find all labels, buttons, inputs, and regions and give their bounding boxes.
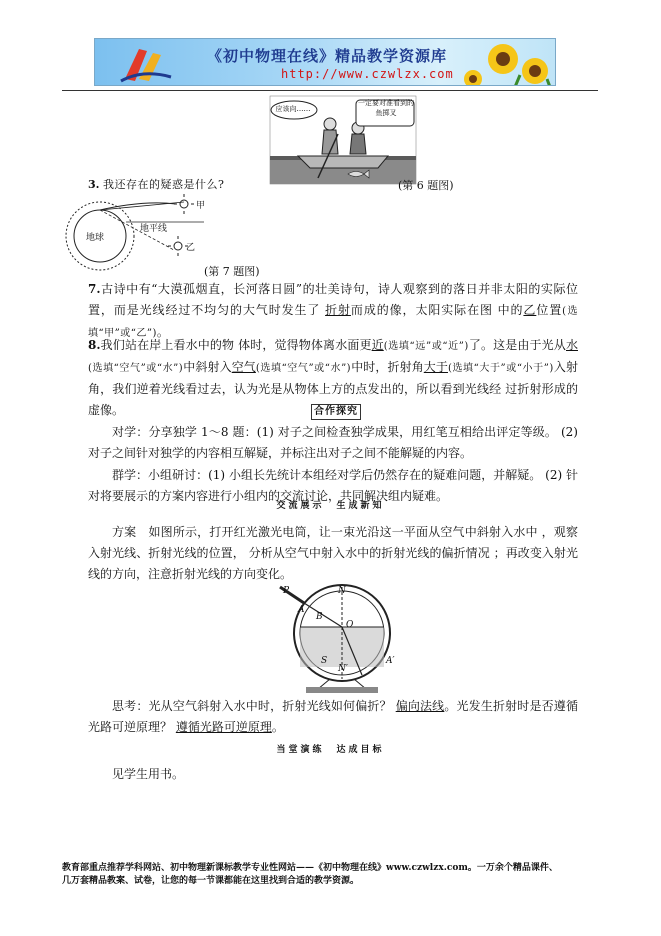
figure7-label-jia: 甲	[196, 201, 206, 211]
thinking-answer-2: 遵循光路可逆原理	[175, 720, 272, 734]
footer-line-2: 几万套精品教案、试卷，让您的每一节课都能在这里找到合适的教学资源。	[62, 876, 360, 886]
footer	[62, 862, 622, 888]
thinking	[88, 696, 578, 738]
scheme-label: 方案	[112, 525, 137, 539]
pair-study-text: 分享独学 1～8 题：(1) 对子之间检查独学成果，用红笔互相给出评定等级。 (2) 对子之间针对独学的内容相互解疑，并标注出对子之间不能解疑的内容。	[88, 425, 578, 460]
question-8-hint-3: (选填“空气”或“水”)	[255, 363, 352, 374]
group-study-text: 小组研讨：(1) 小组长先统计本组经对学后仍然存在的疑难问题，并解疑。 (2) 针对将要展示的方案内容进行小组内的交流讨论，共同解决组内疑难。	[88, 468, 578, 503]
pair-study-label: 对学：	[112, 425, 149, 439]
thinking-answer-1: 偏向法线	[395, 699, 445, 713]
scheme-text: 如图所示，打开红光激光电筒，让一束光沿这一平面从空气中斜射入水中 ，观察入射光线、折射光线的位置， 分析从空气中射入水中的折射光线的偏折情况 ；再改变入射光线的方向，注意折射光线的方向变化。	[88, 525, 578, 581]
question-7-text-3: 位置	[536, 303, 563, 317]
pair-study	[88, 422, 578, 464]
question-8-text-3: 中斜射入	[183, 360, 232, 374]
question-3-text: 我还存在的疑惑是什么?	[102, 178, 225, 191]
question-8-answer-2: 水	[565, 338, 578, 352]
question-8-text-4: 中时，折射角	[351, 360, 424, 374]
group-study-label: 群学：	[112, 468, 149, 482]
question-8-hint-2: (选填“空气”或“水”)	[88, 363, 184, 374]
apparatus-label-o: O	[346, 620, 354, 630]
cooperation-badge: 合作探究	[311, 404, 361, 420]
apparatus-label-n-prime: N′	[338, 664, 348, 674]
question-8-number: 8.	[88, 338, 101, 352]
figure6-caption: (第 6 题图)	[398, 179, 454, 192]
header-rule	[62, 90, 598, 91]
question-3	[88, 176, 224, 192]
footer-line-1: 教育部重点推荐学科网站、初中物理新课标教学专业性网站——《初中物理在线》www.czwlzx.com。一万余个精品课件、	[62, 863, 558, 873]
apparatus-label-s: S	[321, 656, 328, 666]
thinking-label: 思考：	[112, 699, 149, 713]
section-practice-title: 当堂演练 达成目标	[276, 745, 385, 755]
question-8-hint-4: (选填“大于”或“小于”)	[447, 363, 554, 374]
site-logo	[121, 49, 171, 81]
figure7-caption: (第 7 题图)	[204, 265, 260, 278]
thinking-end: 。	[271, 720, 284, 734]
scheme	[88, 522, 578, 585]
figure6-bubble-left: 应该向……	[275, 105, 311, 113]
banner-title: 《初中物理在线》精品教学资源库	[207, 47, 448, 65]
apparatus-label-a: A	[298, 605, 305, 615]
figure7-label-yi: 乙	[186, 243, 196, 253]
thinking-question-1: 光从空气斜射入水中时，折射光线如何偏折？	[148, 699, 392, 713]
refraction-apparatus	[270, 583, 416, 695]
thinking-question-2: 。光发生折射时是否遵循光路可逆原理？	[88, 699, 578, 734]
banner-url[interactable]: http://www.czwlzx.com	[281, 67, 454, 81]
question-7-text-4: 。	[156, 325, 169, 339]
question-8-hint-1: (选填“远”或“近”)	[383, 341, 469, 352]
apparatus-label-p: P	[283, 586, 290, 596]
practice-text: 见学生用书。	[112, 767, 185, 781]
apparatus-label-n: N	[338, 586, 346, 596]
question-8-answer-4: 大于	[423, 360, 448, 374]
question-3-number: 3.	[88, 178, 100, 191]
figure7-label-horizon: 地平线	[140, 224, 168, 234]
question-7-hint: (选填“甲”或“乙”)	[88, 306, 578, 339]
section-exchange-title: 交流展示 生成新知	[276, 501, 385, 511]
figure6-bubble-right: 一定要对准看到的鱼掷叉	[358, 99, 414, 117]
question-7-answer-1: 折射	[325, 303, 351, 317]
question-7-number: 7.	[88, 282, 101, 296]
question-8-text-5: 入射角，我们逆着光线看过去，认为光是从物体上方的点发出的，所以看到光线经 过折射形成的虚像。	[88, 360, 578, 417]
question-8-answer-3: 空气	[231, 360, 256, 374]
sunflower-icon	[464, 44, 550, 86]
question-8-text: 我们站在岸上看水中的物 体时，觉得物体离水面更	[100, 338, 372, 352]
apparatus-label-b: B	[316, 612, 323, 622]
question-7-text: 古诗中有“大漠孤烟直，长河落日圆”的壮美诗句，诗人观察到的落日并非太阳的实际位置，而是光线经过不均匀的大气时发生了	[88, 282, 578, 317]
question-7-answer-2: 乙	[523, 303, 537, 317]
sun-yi-icon	[168, 236, 188, 256]
question-7-text-2: 而成的像，太阳实际在图 中的	[350, 303, 524, 317]
header-banner	[94, 38, 556, 86]
apparatus-label-a-prime: A′	[386, 656, 395, 666]
sun-jia-icon	[174, 194, 194, 214]
question-8-answer-1: 近	[371, 338, 384, 352]
question-8-text-2: 了。这是由于光从	[468, 338, 566, 352]
figure7-label-earth: 地球	[86, 233, 105, 243]
